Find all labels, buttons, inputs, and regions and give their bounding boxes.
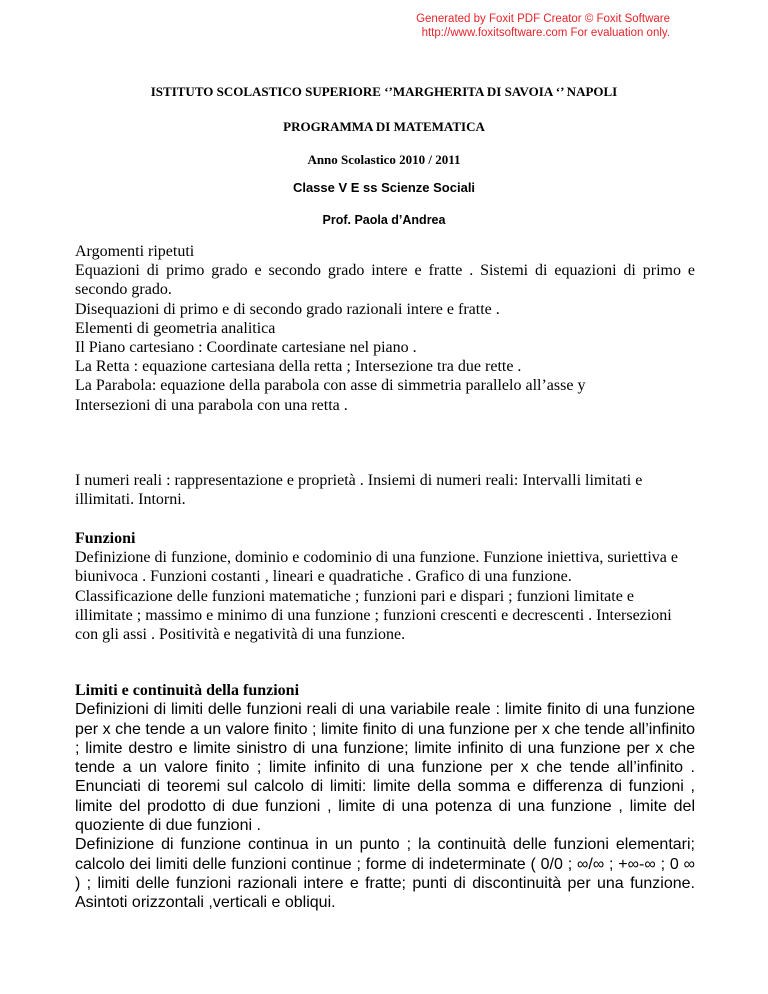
line-intersezioni: Intersezioni di una parabola con una retta . (75, 396, 348, 414)
watermark-line-1: Generated by Foxit PDF Creator © Foxit Software (416, 13, 670, 25)
paragraph-funzioni-definizione: Definizione di funzione, dominio e codominio di una funzione. Funzione iniettiva, suriettiva e biunivoca . Funzioni costanti , lineari e quadratiche . Grafico di una funzione. (75, 549, 678, 586)
professor-name: Prof. Paola d’Andrea (322, 213, 446, 227)
line-retta: La Retta : equazione cartesiana della retta ; Intersezione tra due rette . (75, 358, 522, 376)
paragraph-equazioni: Equazioni di primo grado e secondo grado intere e fratte . Sistemi di equazioni di primo e secondo grado. (75, 262, 695, 299)
paragraph-funzioni-classificazione: Classificazione delle funzioni matematiche ; funzioni pari e dispari ; funzioni limitate e illimitate ; massimo e minimo di una funzione ; funzioni crescenti e decrescenti . Intersezioni con gli assi . Positività e negatività di una funzione. (75, 587, 672, 644)
watermark-line-2: http://www.foxitsoftware.com For evaluation only. (421, 27, 670, 39)
section-title-argomenti: Argomenti ripetuti (75, 243, 195, 260)
institute-name: ISTITUTO SCOLASTICO SUPERIORE ‘’MARGHERITA DI SAVOIA ‘’ NAPOLI (150, 84, 618, 99)
line-disequazioni: Disequazioni di primo e di secondo grado razionali intere e fratte . (75, 300, 500, 318)
section-limiti (75, 681, 695, 912)
section-funzioni (75, 529, 695, 644)
program-title: PROGRAMMA DI MATEMATICA (283, 119, 485, 134)
section-title-limiti: Limiti e continuità della funzioni (75, 682, 300, 699)
school-year: Anno Scolastico 2010 / 2011 (307, 152, 461, 167)
paragraph-limiti-continuita: Definizione di funzione continua in un punto ; la continuità delle funzioni elementari; calcolo dei limiti delle funzioni continue ; forme di indeterminate ( 0/0 ; ∞/∞ ; +∞-∞ ; 0 ∞ ) ; limiti delle funzioni razionali intere e fratte; punti di discontinuità per una funzione. Asintoti orizzontali ,verticali e obliqui. (75, 836, 695, 912)
section-title-funzioni: Funzioni (75, 530, 136, 547)
line-geometria: Elementi di geometria analitica (75, 319, 276, 337)
section-numeri-reali (75, 471, 695, 509)
paragraph-numeri-reali: I numeri reali : rappresentazione e proprietà . Insiemi di numeri reali: Intervalli limitati e illimitati. Intorni. (75, 472, 643, 509)
section-argomenti (75, 242, 695, 415)
line-piano: Il Piano cartesiano : Coordinate cartesiane nel piano . (75, 339, 417, 357)
line-parabola: La Parabola: equazione della parabola con asse di simmetria parallelo all’asse y (75, 377, 586, 395)
class-name: Classe V E ss Scienze Sociali (292, 180, 476, 195)
watermark (370, 12, 670, 40)
paragraph-limiti-definizioni: Definizioni di limiti delle funzioni reali di una variabile reale : limite finito di una funzione per x che tende a un valore finito ; limite finito di una funzione per x che tende all’infinito ; limite destro e limite sinistro di una funzione; limite infinito di una funzione per x che tende a un valore finito ; limite infinito di una funzione per x che tende all’infinito . Enunciati di teoremi sul calcolo di limiti: limite della somma e differenza di funzioni , limite del prodotto di due funzioni , limite di una potenza di una funzione , limite del quoziente di due funzioni . (75, 701, 695, 834)
